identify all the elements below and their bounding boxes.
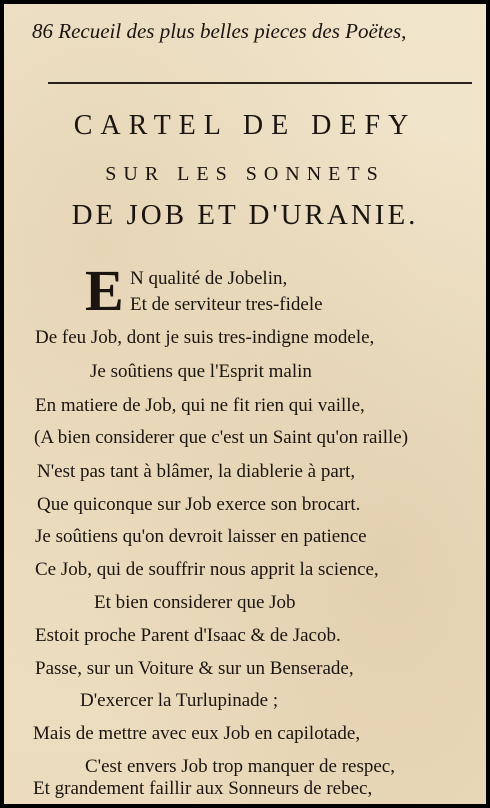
poem-line-17: Et grandement faillir aux Sonneurs de rebec, xyxy=(33,778,373,799)
poem-line-15: Mais de mettre avec eux Job en capilotade, xyxy=(33,723,361,744)
poem-line-3: De feu Job, dont je suis tres-indigne modele, xyxy=(35,327,375,348)
poem-line-9: Je soûtiens qu'on devroit laisser en patience xyxy=(35,526,367,547)
poem-line-14: D'exercer la Turlupinade ; xyxy=(80,690,279,711)
poem-line-8: Que quiconque sur Job exerce son brocart. xyxy=(37,494,361,515)
drop-cap: E xyxy=(85,258,124,323)
title-line-2: SUR LES SONNETS xyxy=(105,163,385,185)
poem-line-2: Et de serviteur tres-fidele xyxy=(130,294,323,315)
running-header: 86 Recueil des plus belles pieces des Poëtes, xyxy=(32,19,407,43)
poem-line-13: Passe, sur un Voiture & sur un Benserade, xyxy=(35,658,354,679)
book-page xyxy=(4,4,486,804)
poem xyxy=(4,4,486,804)
title-line-1: CARTEL DE DEFY xyxy=(73,110,417,141)
title-line-3: DE JOB ET D'URANIE. xyxy=(71,199,419,231)
poem-line-6: (A bien considerer que c'est un Saint qu'on raille) xyxy=(34,427,409,448)
poem-line-16: C'est envers Job trop manquer de respec, xyxy=(85,756,395,777)
poem-line-4: Je soûtiens que l'Esprit malin xyxy=(90,361,312,382)
poem-line-11: Et bien considerer que Job xyxy=(94,592,296,613)
poem-line-7: N'est pas tant à blâmer, la diablerie à part, xyxy=(37,461,356,482)
poem-line-5: En matiere de Job, qui ne fit rien qui vaille, xyxy=(35,395,365,416)
poem-line-10: Ce Job, qui de souffrir nous apprit la science, xyxy=(35,559,379,580)
poem-line-12: Estoit proche Parent d'Isaac & de Jacob. xyxy=(35,625,341,646)
poem-line-1: N qualité de Jobelin, xyxy=(130,268,288,289)
